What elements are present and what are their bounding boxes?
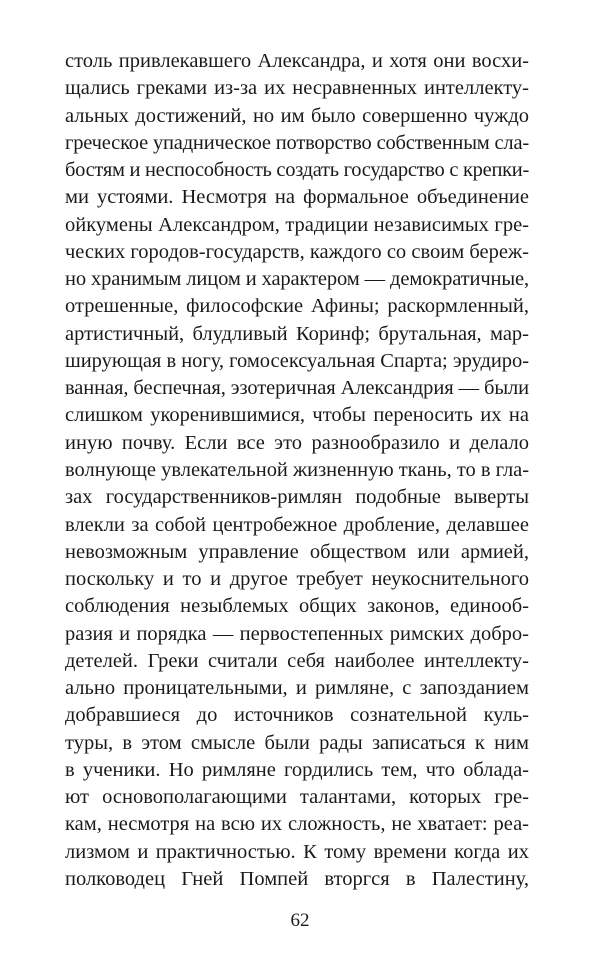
text-line: ванная, беспечная, эзотеричная Александрия — были xyxy=(65,377,529,400)
text-line: поскольку и то и другое требует неукоснительного xyxy=(65,568,529,591)
body-text xyxy=(65,48,529,893)
text-line: разия и порядка — первостепенных римских добро- xyxy=(65,622,529,645)
text-line: кам, несмотря на всю их сложность, не хватает: реа- xyxy=(65,813,529,836)
text-line: туры, в этом смысле были рады записаться к ним xyxy=(65,731,529,754)
text-line: лизмом и практичностью. К тому времени когда их xyxy=(65,840,529,863)
text-line: невозможным управление обществом или армией, xyxy=(65,540,529,563)
text-line: греческое упадническое потворство собственным сла- xyxy=(65,131,529,154)
text-line: ально проницательными, и римляне, с запозданием xyxy=(65,677,529,700)
text-line: детелей. Греки считали себя наиболее интеллекту- xyxy=(65,649,529,672)
text-line: влекли за собой центробежное дробление, делавшее xyxy=(65,513,529,536)
text-line: отрешенные, философские Афины; раскормленный, xyxy=(65,295,529,318)
text-line: ойкумены Александром, традиции независимых гре- xyxy=(65,213,529,236)
text-line: щались греками из-за их несравненных интеллекту- xyxy=(65,77,529,100)
text-line: альных достижений, но им было совершенно чуждо xyxy=(65,104,529,127)
text-line: ческих городов-государств, каждого со своим береж- xyxy=(65,240,529,263)
text-line: соблюдения незыблемых общих законов, единооб- xyxy=(65,595,529,618)
text-line: бостям и неспособность создать государство с крепки- xyxy=(65,159,530,182)
text-line: в ученики. Но римляне гордились тем, что облада- xyxy=(65,758,529,781)
text-line: волнующе увлекательной жизненную ткань, то в гла- xyxy=(65,458,530,481)
text-line: столь привлекавшего Александра, и хотя они восхи- xyxy=(65,50,529,72)
text-line: полководец Гней Помпей вторгся в Палестину, xyxy=(65,867,529,890)
text-line: артистичный, блудливый Коринф; брутальная, мар- xyxy=(65,322,529,345)
page-number: 62 xyxy=(290,910,310,931)
text-line: зах государственников-римлян подобные выверты xyxy=(65,486,529,509)
text-line: слишком укоренившимися, чтобы переносить их на xyxy=(65,404,529,427)
text-line: ширующая в ногу, гомосексуальная Спарта; эрудиро- xyxy=(65,349,529,372)
text-line: ми устоями. Несмотря на формальное объединение xyxy=(65,186,529,209)
text-line: ют основополагающими талантами, которых гре- xyxy=(65,786,529,809)
text-line: иную почву. Если все это разнообразило и делало xyxy=(65,431,529,454)
text-line: добравшиеся до источников сознательной куль- xyxy=(65,704,529,727)
text-line: но хранимым лицом и характером — демократичные, xyxy=(65,268,529,291)
